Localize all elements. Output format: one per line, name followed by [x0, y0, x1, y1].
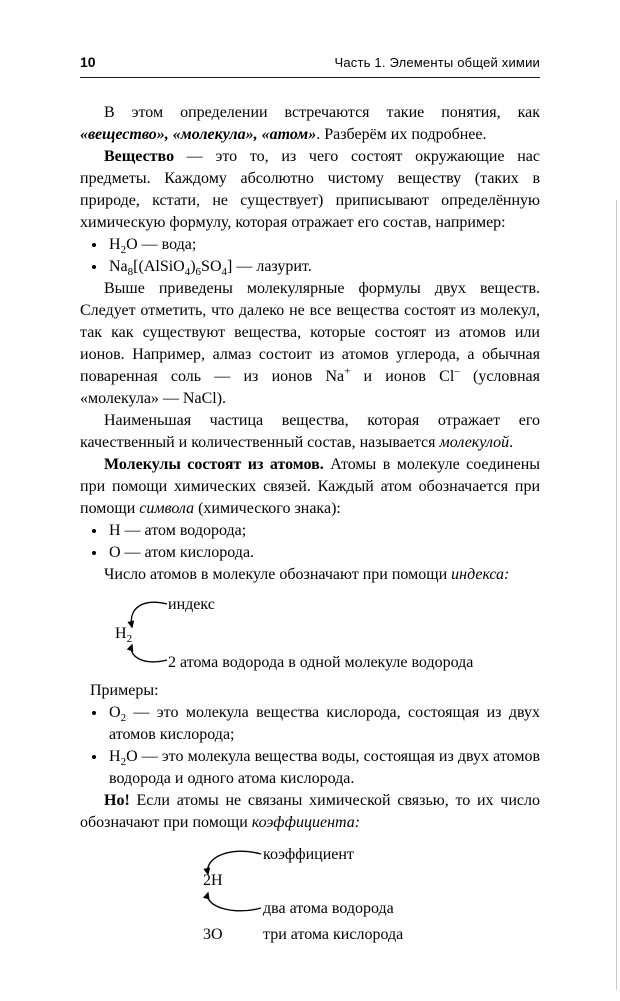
text-run: Выше приведены молекулярные формулы двух веществ. Следует отметить, что далеко не все вещества состоят из молекул, так как существуют вещества, которые состоят из атомов или ионов. Например, алмаз состоит из атомов углерода, а обычная поваренная соль — из ионов Na: [80, 280, 540, 385]
list-item: • О — атом кислорода.: [107, 542, 540, 564]
formula-part: [(AlSiO: [133, 258, 185, 275]
formula-2h: 2Н: [203, 872, 223, 889]
subscript: 2: [126, 633, 133, 646]
formula-part: Na: [109, 258, 128, 275]
text-run: . Разберём их подробнее.: [316, 126, 487, 143]
paragraph-molecular-formulas: [80, 278, 540, 410]
text-run: Число атомов в молекуле обозначают при помощи: [104, 566, 452, 583]
page-number: 10: [80, 54, 96, 70]
text-run: В этом определении встречаются такие понятия, как: [104, 104, 540, 121]
list-item: [107, 234, 540, 256]
formula-h2: [115, 623, 132, 645]
list-item: [107, 256, 540, 278]
superscript: –: [454, 365, 460, 378]
paragraph-examples: Примеры:: [90, 682, 159, 699]
formula-part: H: [109, 236, 121, 253]
subscript: 2: [120, 712, 127, 725]
formula-part: ): [190, 258, 196, 275]
superscript: +: [344, 365, 351, 378]
paragraph-substance: [80, 146, 540, 234]
list-item: [107, 746, 540, 790]
text-run: — это то, из чего состоят окружающие нас предметы. Каждому абсолютно чистому веществу (таких в природе, кстати, не существует) приписывают определённую химическую формулу, которая отражает его состав, например:: [80, 148, 540, 231]
index-diagram: [115, 596, 540, 678]
term-molecule: молекулой: [439, 434, 510, 451]
text-run: Наименьшая частица вещества, которая отражает его качественный и количественный состав, называется: [80, 412, 540, 451]
curved-arrow-up-icon: [208, 893, 261, 911]
text-run: (условная «молекула» — NaCl).: [80, 368, 540, 407]
formula-part: SO: [201, 258, 222, 275]
running-head: [80, 54, 540, 78]
formula-part: Н: [109, 748, 121, 765]
index-label: индекс: [168, 596, 215, 613]
page-edge-line: [616, 200, 617, 990]
term-but: Но!: [104, 792, 130, 809]
list-item: [107, 702, 540, 746]
emphasized-terms: «вещество», «молекула», «атом»: [80, 126, 317, 143]
formula-part: О: [109, 704, 121, 721]
text-run: — это молекула вещества кислорода, состоящая из двух атомов кислорода;: [109, 704, 540, 743]
caption-two-hydrogen: два атома водорода: [263, 900, 394, 917]
text-run: O — вода;: [126, 236, 197, 253]
formula-part: H: [115, 625, 127, 642]
term-molecules-consist: Молекулы состоят из атомов.: [104, 456, 324, 473]
paragraph-intro: [80, 102, 540, 146]
formula-3o: 3О: [203, 926, 223, 943]
paragraph-index-intro: [80, 564, 540, 586]
subscript: 2: [120, 756, 127, 769]
term-coefficient: коэффициента:: [251, 814, 361, 831]
subscript: 2: [120, 244, 127, 257]
paragraph-molecules-atoms: [80, 454, 540, 520]
examples-list: [80, 702, 540, 790]
paragraph-molecule-definition: [80, 410, 540, 454]
chapter-title: Часть 1. Элементы общей химии: [334, 55, 540, 70]
subscript: 4: [221, 266, 227, 279]
text-run: ] — лазурит.: [227, 258, 312, 275]
text-run: О — это молекула вещества воды, состоящая из двух атомов водорода и одного атома кислорода.: [109, 748, 540, 787]
list-item: • Н — атом водорода;: [107, 520, 540, 542]
formula-list: [80, 234, 540, 278]
coefficient-label: коэффициент: [263, 846, 354, 863]
text-run: .: [509, 434, 514, 451]
body-text: [80, 102, 540, 948]
text-run: (химического знака):: [194, 500, 341, 517]
coefficient-diagram: [203, 846, 540, 948]
curved-arrow-down-icon: [131, 602, 167, 627]
curved-arrow-up-icon: [131, 645, 167, 662]
caption-three-oxygen: три атома кислорода: [263, 926, 404, 943]
subscript: 8: [127, 266, 134, 279]
term-symbol: символа: [139, 500, 195, 517]
text-run: Если атомы не связаны химической связью, то их число обозначают при помощи: [80, 792, 540, 831]
text-run: и ионов Cl: [350, 368, 455, 385]
term-index: индекса:: [451, 566, 510, 583]
text-run: Атомы в молекуле соединены при помощи химических связей. Каждый атом обозначается при помощи: [80, 456, 541, 517]
paragraph-coefficient-intro: [80, 790, 540, 834]
index-caption: 2 атома водорода в одной молекуле водорода: [168, 654, 474, 671]
term-substance: Вещество: [104, 148, 175, 165]
atom-list: [80, 520, 540, 564]
subscript: 4: [184, 266, 191, 279]
subscript: 6: [195, 266, 202, 279]
